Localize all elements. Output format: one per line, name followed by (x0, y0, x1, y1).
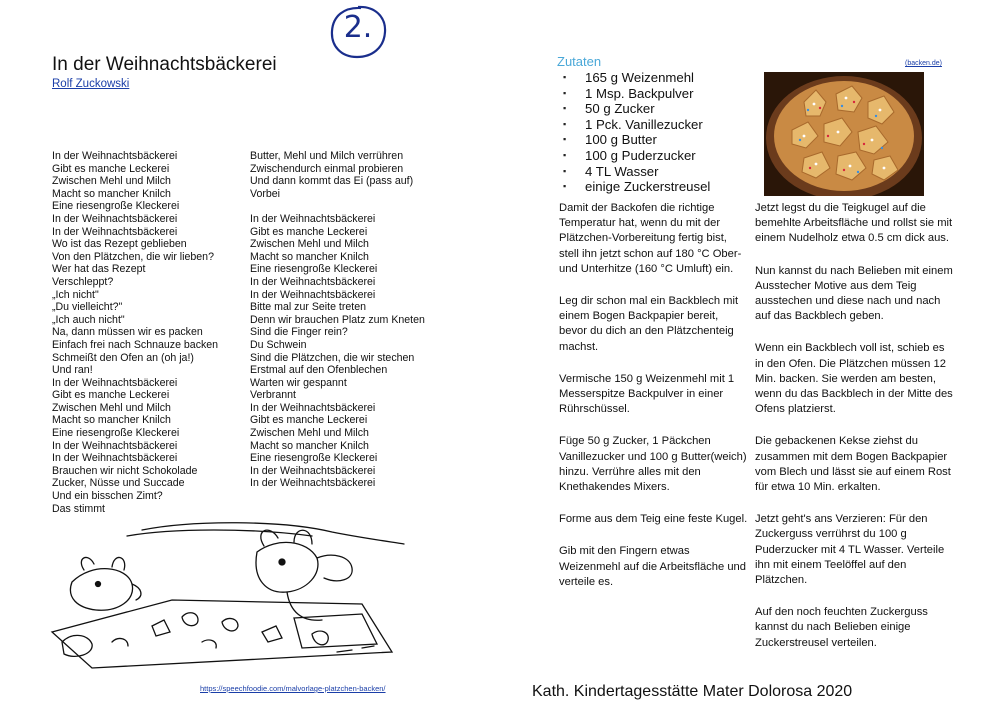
lyric-line: In der Weihnachtsbäckerei (250, 401, 376, 414)
recipe-step: Damit der Backofen die richtige Temperatur hat, wenn du mit der Plätzchen-Vorbereitung fertig bist, stell ihn jetzt schon auf 180 °C Ober- und Unterhitze (160 °C Umluft) ein. (559, 202, 742, 275)
recipe-step: Vermische 150 g Weizenmehl mit 1 Messerspitze Backpulver in einer Rührschüssel. (559, 372, 735, 416)
lyric-line: Einfach frei nach Schnauze backen (52, 338, 219, 351)
lyric-line: In der Weihnachtsbäckerei (52, 212, 178, 225)
lyric-line: Schmeißt den Ofen an (oh ja!) (52, 351, 194, 364)
lyric-line: Wer hat das Rezept (52, 263, 146, 276)
lyric-line: Brauchen wir nicht Schokolade (52, 464, 198, 477)
lyric-line: Eine riesengroße Kleckerei (52, 427, 180, 440)
lyric-line: Und ran! (52, 364, 93, 377)
ingredient-item: ▪ 1 Msp. Backpulver (561, 86, 710, 102)
song-title: In der Weihnachtsbäckerei (52, 54, 277, 75)
lyric-line: Zwischen Mehl und Milch (250, 238, 369, 251)
lyric-line: In der Weihnachtsbäckerei (52, 439, 178, 452)
lyric-line: Du Schwein (250, 338, 307, 351)
lyric-line: „Ich auch nicht" (52, 313, 125, 326)
lyric-line: Verbrannt (250, 389, 296, 402)
ingredient-item: ▪ einige Zuckerstreusel (561, 179, 710, 195)
lyric-line: Von den Plätzchen, die wir lieben? (52, 250, 214, 263)
ingredient-item: ▪ 4 TL Wasser (561, 164, 710, 180)
lyric-line: „Du vielleicht?" (52, 301, 123, 314)
recipe-source-link[interactable]: (backen.de) (905, 60, 942, 67)
lyric-line: Und dann kommt das Ei (pass auf) (250, 175, 414, 188)
ingredient-item: ▪ 100 g Puderzucker (561, 148, 710, 164)
recipe-step: Nun kannst du nach Belieben mit einem Ausstecher Motive aus dem Teig ausstechen und diese nach und nach auf das Backblech geben. (755, 264, 953, 323)
lyric-line: In der Weihnachtsbäckerei (250, 212, 376, 225)
zutaten-heading: Zutaten (557, 54, 602, 69)
lyric-line: Gibt es manche Leckerei (250, 414, 368, 427)
lyric-line: Na, dann müssen wir es packen (52, 326, 203, 339)
lyric-line: Das stimmt (52, 502, 105, 515)
lyrics-column-left (52, 150, 218, 515)
lyric-line (250, 200, 425, 213)
recipe-step: Jetzt geht's ans Verzieren: Für den Zuckerguss verrührst du 100 g Puderzucker mit 4 TL Wasser. Verteile ihn mit einem Teelöffel auf den Plätzchen. (755, 513, 945, 587)
song-author-link[interactable]: Rolf Zuckowski (52, 78, 130, 90)
ingredient-item: ▪ 100 g Butter (561, 132, 710, 148)
lyric-line: Macht so mancher Knilch (250, 250, 369, 263)
lyric-line: In der Weihnachtsbäckerei (250, 477, 376, 490)
lyric-line: Erstmal auf den Ofenblechen (250, 364, 388, 377)
lyric-line: Zwischen Mehl und Milch (250, 427, 369, 440)
lyric-line: Gibt es manche Leckerei (52, 389, 170, 402)
recipe-step: Gib mit den Fingern etwas Weizenmehl auf die Arbeitsfläche und verteile es. (559, 545, 746, 588)
recipe-step: Jetzt legst du die Teigkugel auf die bemehlte Arbeitsfläche und rollst sie mit einem Nudelholz etwa 0.5 cm dick aus. (755, 202, 953, 245)
lyric-line: In der Weihnachtsbäckerei (52, 225, 178, 238)
lyric-line: Bitte mal zur Seite treten (250, 301, 366, 314)
cookie-bowl-photo (764, 72, 924, 196)
lyric-line: Vorbei (250, 187, 281, 200)
lyric-line: In der Weihnachtsbäckerei (250, 464, 376, 477)
lyric-line: Sind die Plätzchen, die wir stechen (250, 351, 415, 364)
page-number: 2. (343, 10, 373, 45)
lyric-line: Eine riesengroße Kleckerei (250, 263, 378, 276)
lyric-line: In der Weihnachtsbäckerei (52, 452, 178, 465)
lyric-line: In der Weihnachtsbäckerei (250, 288, 376, 301)
lyric-line: Macht so mancher Knilch (52, 187, 171, 200)
ingredient-item: ▪ 1 Pck. Vanillezucker (561, 117, 710, 133)
lyric-line: Zwischen Mehl und Milch (52, 401, 171, 414)
lyric-line: Macht so mancher Knilch (250, 439, 369, 452)
lyric-line: In der Weihnachtsbäckerei (250, 275, 376, 288)
lyric-line: Zucker, Nüsse und Succade (52, 477, 185, 490)
mouse-baking-illustration (32, 522, 412, 670)
recipe-step: Leg dir schon mal ein Backblech mit einem Bogen Backpapier bereit, bevor du dich an den Plätzchenteig machst. (559, 295, 739, 353)
lyric-line: Eine riesengroße Kleckerei (52, 200, 180, 213)
lyric-line: Sind die Finger rein? (250, 326, 348, 339)
lyric-line: Gibt es manche Leckerei (52, 162, 170, 175)
recipe-step: Forme aus dem Teig eine feste Kugel. (559, 513, 748, 526)
lyric-line: Und ein bisschen Zimt? (52, 490, 163, 503)
recipe-step: Auf den noch feuchten Zuckerguss kannst du nach Belieben einige Zuckerstreusel verteilen. (755, 606, 928, 649)
lyric-line: Zwischen Mehl und Milch (52, 175, 171, 188)
lyric-line: In der Weihnachtsbäckerei (52, 376, 178, 389)
recipe-steps-right (755, 201, 955, 668)
illustration-source-link[interactable]: https://speechfoodie.com/malvorlage-platzchen-backen/ (200, 684, 386, 693)
page-number-badge (327, 4, 389, 60)
recipe-step: Füge 50 g Zucker, 1 Päckchen Vanillezucker und 100 g Butter(weich) hinzu. Verrühre alles mit den Knethakendes Mixers. (559, 435, 747, 494)
lyric-line: Eine riesengroße Kleckerei (250, 452, 378, 465)
lyric-line: „Ich nicht" (52, 288, 99, 301)
footer-kindergarten: Kath. Kindertagesstätte Mater Dolorosa 2020 (532, 683, 853, 700)
lyric-line: In der Weihnachtsbäckerei (52, 150, 178, 162)
recipe-step: Wenn ein Backblech voll ist, schieb es in den Ofen. Die Plätzchen müssen 12 Min. backen. Sie werden am besten, wenn du das Backblech in der Mitte des Ofens platzierst. (755, 342, 953, 416)
lyric-line: Verschleppt? (52, 275, 114, 288)
lyrics-column-right (250, 150, 425, 490)
recipe-step: Die gebackenen Kekse ziehst du zusammen mit dem Bogen Backpapier vom Blech und lässt sie auf einem Rost für etwa 10 Min. erkalten. (755, 435, 951, 494)
ingredient-list (561, 70, 710, 195)
lyric-line: Denn wir brauchen Platz zum Kneten (250, 313, 425, 326)
ingredient-item: ▪ 50 g Zucker (561, 101, 710, 117)
lyric-line: Macht so mancher Knilch (52, 414, 171, 427)
lyric-line: Wo ist das Rezept geblieben (52, 238, 187, 251)
lyric-line: Gibt es manche Leckerei (250, 225, 368, 238)
lyric-line: Zwischendurch einmal probieren (250, 162, 404, 175)
lyric-line: Warten wir gespannt (250, 376, 347, 389)
ingredient-item: ▪ 165 g Weizenmehl (561, 70, 710, 86)
recipe-steps-left (559, 201, 749, 607)
lyric-line: Butter, Mehl und Milch verrühren (250, 150, 404, 162)
